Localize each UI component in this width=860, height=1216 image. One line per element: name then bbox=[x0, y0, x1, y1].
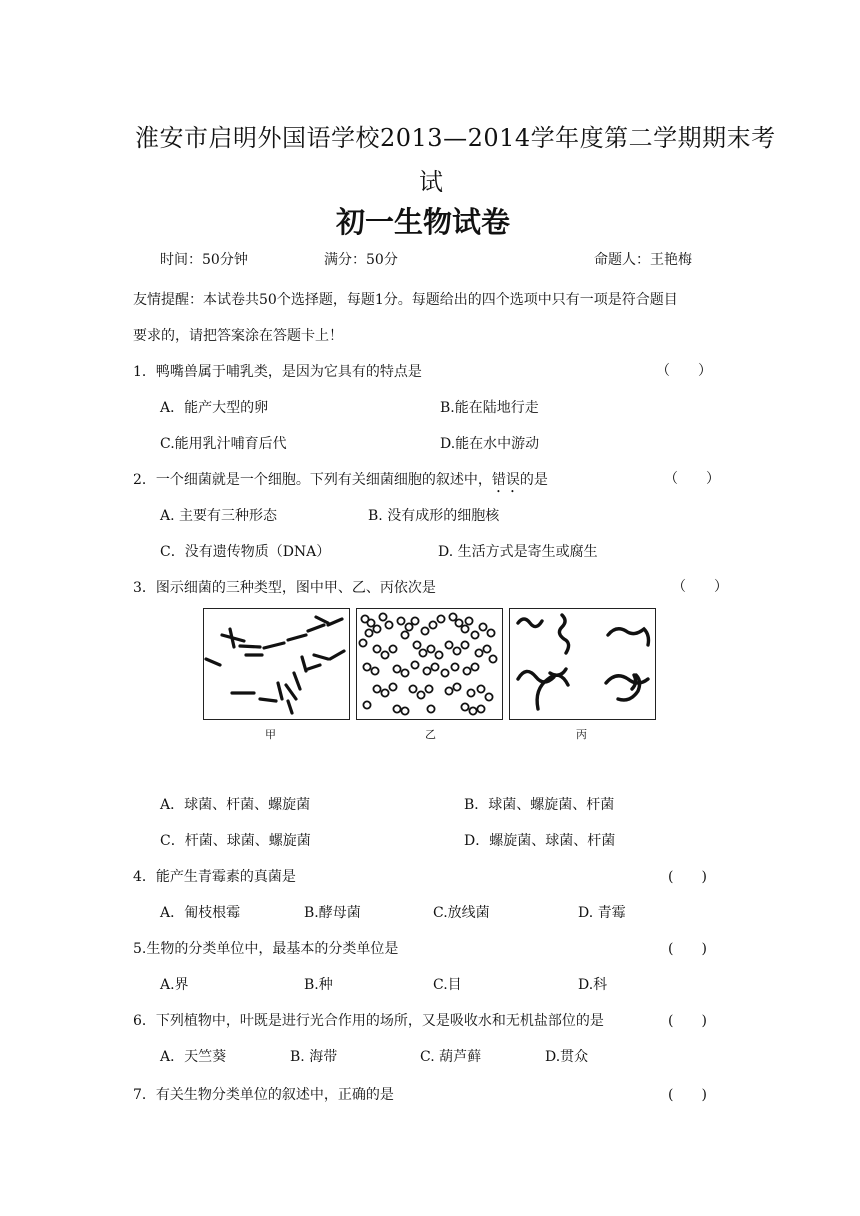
question-2-option-a: A. 主要有三种形态 bbox=[160, 508, 278, 524]
question-5-answer-paren: ( ) bbox=[668, 941, 707, 957]
question-2-option-b: B. 没有成形的细胞核 bbox=[368, 508, 500, 524]
question-1-option-b: B.能在陆地行走 bbox=[440, 400, 539, 416]
question-3-option-d: D．螺旋菌、球菌、杆菌 bbox=[464, 833, 616, 849]
question-4-answer-paren: ( ) bbox=[668, 869, 707, 885]
question-1-option-a: A．能产大型的卵 bbox=[160, 400, 269, 416]
figure-label-yi: 乙 bbox=[425, 728, 436, 741]
question-2-answer-paren: （ ） bbox=[664, 471, 720, 487]
question-6-answer-paren: ( ) bbox=[668, 1013, 707, 1029]
question-3-option-b: B．球菌、螺旋菌、杆菌 bbox=[464, 797, 615, 813]
exam-title-line2: 试 bbox=[419, 168, 444, 196]
question-5-option-c: C.目 bbox=[433, 977, 462, 993]
question-6-option-a: A．天竺葵 bbox=[160, 1049, 227, 1065]
question-2-stem-pre: 2．一个细菌就是一个细胞。下列有关细菌细胞的叙述中， bbox=[133, 472, 492, 488]
figure-bacteria-spirilla bbox=[509, 608, 656, 720]
question-6-option-d: D.贯众 bbox=[545, 1049, 589, 1065]
question-4-stem: 4．能产生青霉素的真菌是 bbox=[133, 869, 296, 885]
question-5-option-d: D.科 bbox=[578, 977, 608, 993]
question-5-option-b: B.种 bbox=[304, 977, 333, 993]
question-2-option-d: D. 生活方式是寄生或腐生 bbox=[438, 544, 598, 560]
exam-time: 时间：50分钟 bbox=[160, 252, 248, 268]
question-7-answer-paren: ( ) bbox=[668, 1087, 707, 1103]
question-4-option-a: A．匍枝根霉 bbox=[160, 905, 241, 921]
question-1-answer-paren: （ ） bbox=[656, 363, 712, 379]
figure-label-jia: 甲 bbox=[265, 728, 276, 741]
figure-bacteria-rods bbox=[203, 608, 350, 720]
question-2-stem-post: 的是 bbox=[519, 472, 548, 488]
question-5-stem: 5.生物的分类单位中，最基本的分类单位是 bbox=[133, 941, 399, 957]
question-6-stem: 6．下列植物中，叶既是进行光合作用的场所，又是吸收水和无机盐部位的是 bbox=[133, 1013, 604, 1029]
question-2-stem-emphasis: 错误 bbox=[491, 472, 520, 488]
question-6-option-b: B. 海带 bbox=[290, 1049, 338, 1065]
question-6-option-c: C. 葫芦藓 bbox=[420, 1049, 482, 1065]
figure-bacteria-cocci bbox=[356, 608, 503, 720]
figure-label-bing: 丙 bbox=[576, 728, 587, 741]
question-4-option-c: C.放线菌 bbox=[433, 905, 490, 921]
question-4-option-b: B.酵母菌 bbox=[304, 905, 361, 921]
question-1-stem: 1．鸭嘴兽属于哺乳类，是因为它具有的特点是 bbox=[133, 364, 422, 380]
exam-title-line1: 淮安市启明外国语学校2013—2014学年度第二学期期末考 bbox=[135, 124, 776, 152]
question-1-option-d: D.能在水中游动 bbox=[440, 436, 540, 452]
question-5-option-a: A.界 bbox=[160, 977, 189, 993]
exam-author: 命题人：王艳梅 bbox=[594, 252, 692, 268]
question-2-option-c: C．没有遗传物质（DNA） bbox=[160, 544, 331, 560]
exam-subtitle: 初一生物试卷 bbox=[336, 205, 511, 239]
reminder-line1: 友情提醒：本试卷共50个选择题，每题1分。每题给出的四个选项中只有一项是符合题目 bbox=[133, 292, 678, 308]
reminder-line2: 要求的，请把答案涂在答题卡上！ bbox=[133, 328, 343, 344]
question-1-option-c: C.能用乳汁哺育后代 bbox=[160, 436, 287, 452]
exam-score: 满分：50分 bbox=[324, 252, 398, 268]
question-3-stem: 3．图示细菌的三种类型，图中甲、乙、丙依次是 bbox=[133, 580, 436, 596]
question-7-stem: 7．有关生物分类单位的叙述中，正确的是 bbox=[133, 1087, 394, 1103]
question-4-option-d: D. 青霉 bbox=[578, 905, 626, 921]
question-3-option-a: A．球菌、杆菌、螺旋菌 bbox=[160, 797, 311, 813]
question-3-option-c: C．杆菌、球菌、螺旋菌 bbox=[160, 833, 311, 849]
question-3-answer-paren: （ ） bbox=[672, 579, 728, 595]
question-2-stem bbox=[133, 469, 548, 496]
